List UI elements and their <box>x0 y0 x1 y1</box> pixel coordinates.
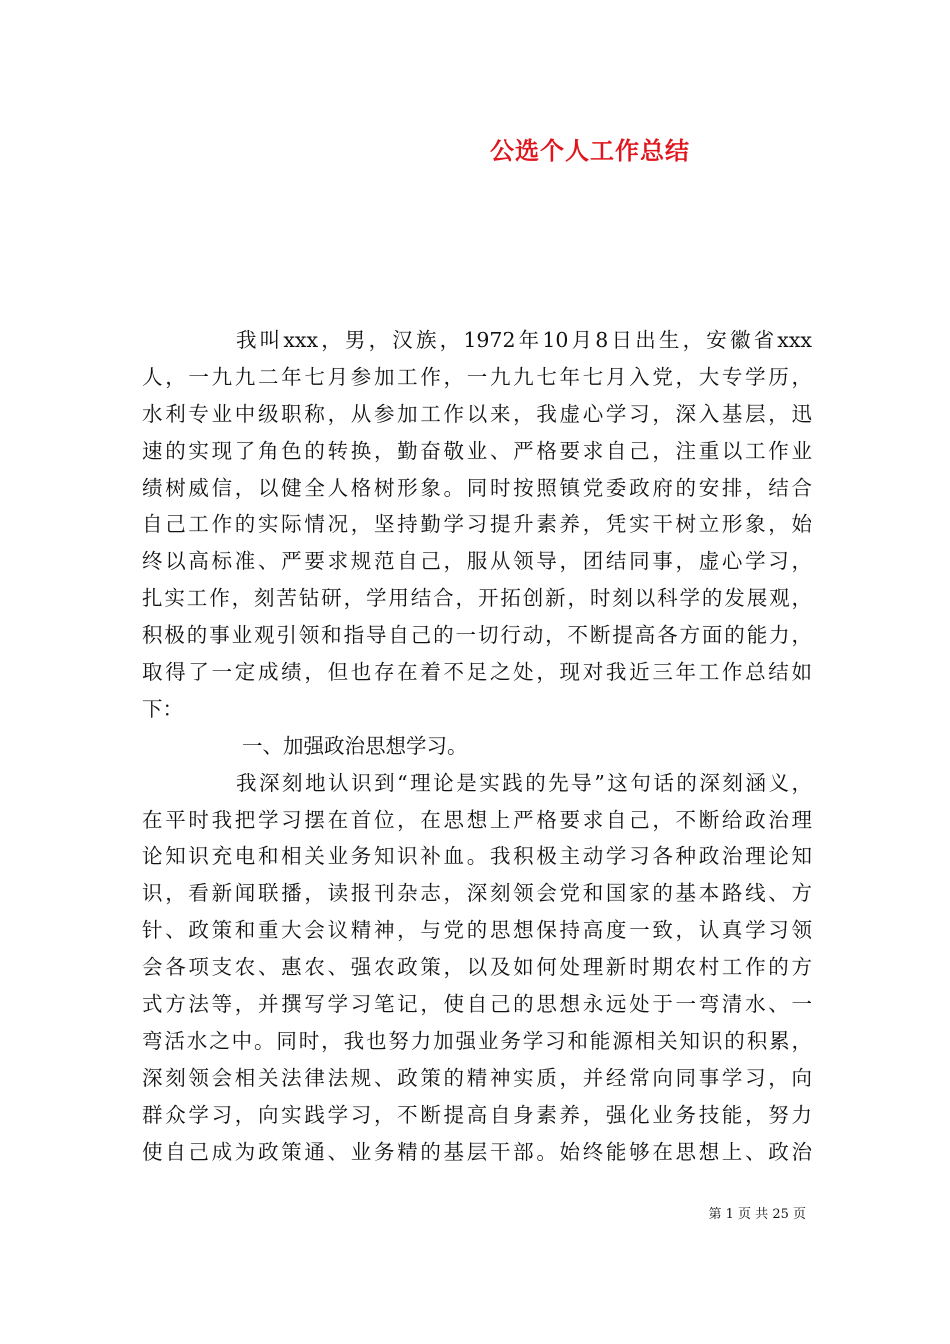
section-heading: 一、加强政治思想学习。 <box>242 733 468 758</box>
paragraph-line: 终以高标准、严要求规范自己，服从领导，团结同事，虚心学习， <box>142 549 812 574</box>
paragraph-line: 下： <box>142 696 183 721</box>
paragraph-line: 识，看新闻联播，读报刊杂志，深刻领会党和国家的基本路线、方 <box>142 881 812 906</box>
paragraph-line: 我叫xxx，男，汉族，1972年10月8日出生，安徽省xxx <box>236 328 812 352</box>
paragraph-line: 绩树威信，以健全人格树形象。同时按照镇党委政府的安排，结合 <box>142 475 812 500</box>
paragraph-line: 式方法等，并撰写学习笔记，使自己的思想永远处于一弯清水、一 <box>142 992 812 1017</box>
paragraph-line: 自己工作的实际情况，坚持勤学习提升素养，凭实干树立形象，始 <box>142 512 812 537</box>
paragraph-line: 速的实现了角色的转换，勤奋敬业、严格要求自己，注重以工作业 <box>142 438 812 463</box>
paragraph-line: 弯活水之中。同时，我也努力加强业务学习和能源相关知识的积累， <box>142 1028 812 1053</box>
paragraph-line: 人，一九九二年七月参加工作，一九九七年七月入党，大专学历， <box>142 364 812 389</box>
page-number: 第 1 页 共 25 页 <box>708 1207 806 1222</box>
paragraph-line: 会各项支农、惠农、强农政策，以及如何处理新时期农村工作的方 <box>142 955 812 980</box>
paragraph-line: 论知识充电和相关业务知识补血。我积极主动学习各种政治理论知 <box>142 844 812 869</box>
document-body <box>142 322 812 1170</box>
paragraph-line: 群众学习，向实践学习，不断提高自身素养，强化业务技能，努力 <box>142 1102 812 1127</box>
document-title: 公选个人工作总结 <box>490 136 690 165</box>
paragraph-line: 取得了一定成绩，但也存在着不足之处，现对我近三年工作总结如 <box>142 660 812 685</box>
paragraph-line: 深刻领会相关法律法规、政策的精神实质，并经常向同事学习，向 <box>142 1065 812 1090</box>
paragraph-line: 在平时我把学习摆在首位，在思想上严格要求自己，不断给政治理 <box>142 807 812 832</box>
paragraph-line: 我深刻地认识到“理论是实践的先导”这句话的深刻涵义， <box>236 770 812 795</box>
paragraph-line: 扎实工作，刻苦钻研，学用结合，开拓创新，时刻以科学的发展观， <box>142 586 812 611</box>
paragraph-line: 水利专业中级职称，从参加工作以来，我虚心学习，深入基层，迅 <box>142 401 812 426</box>
paragraph-line: 积极的事业观引领和指导自己的一切行动，不断提高各方面的能力， <box>142 623 812 648</box>
paragraph-line: 使自己成为政策通、业务精的基层干部。始终能够在思想上、政治 <box>142 1139 812 1164</box>
paragraph-line: 针、政策和重大会议精神，与党的思想保持高度一致，认真学习领 <box>142 918 812 943</box>
